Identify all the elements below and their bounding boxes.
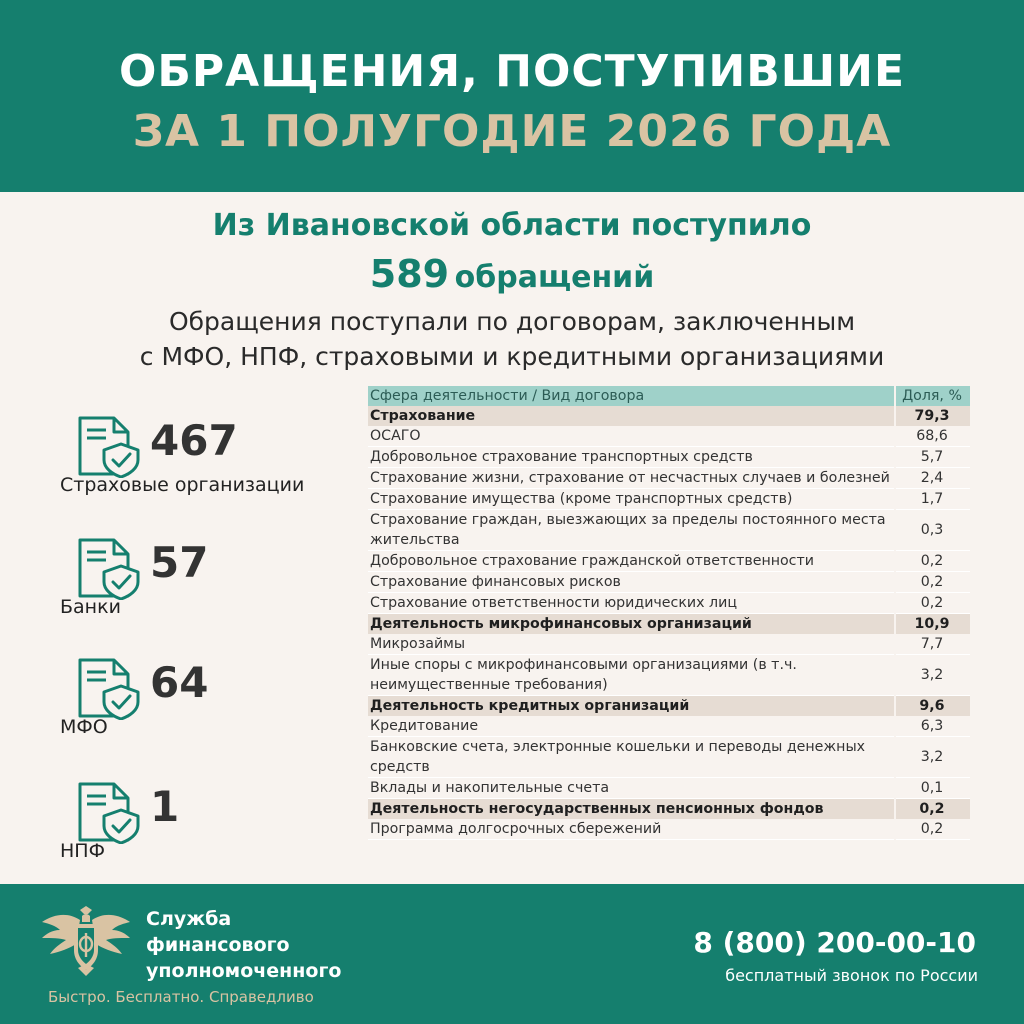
table-row: [368, 426, 970, 447]
document-shield-check-icon: [74, 780, 144, 844]
table-section-row: [368, 696, 970, 717]
header-title-line2: ЗА 1 ПОЛУГОДИЕ 2026 ГОДА: [132, 106, 892, 157]
eagle-emblem-icon: [40, 904, 132, 978]
row-share: 0,3: [895, 510, 970, 551]
column-header-name: Сфера деятельности / Вид договора: [368, 386, 895, 406]
row-share: 79,3: [895, 406, 970, 426]
table-section-row: [368, 406, 970, 426]
stat-value: 467: [150, 416, 238, 465]
row-name: Программа долгосрочных сбережений: [368, 819, 895, 840]
row-share: 0,1: [895, 778, 970, 799]
stat-label: МФО: [60, 716, 108, 738]
intro-heading: Из Ивановской области поступило: [212, 208, 812, 243]
row-name: ОСАГО: [368, 426, 895, 447]
stat-label: Страховые организации: [60, 474, 305, 496]
table-section-row: [368, 799, 970, 820]
total-count-label: обращений: [454, 260, 655, 295]
slogan: Быстро. Бесплатно. Справедливо: [48, 988, 314, 1006]
table-row: [368, 468, 970, 489]
stat-value: 57: [150, 538, 209, 587]
org-name-line1: Служба: [146, 908, 232, 930]
intro-total: [0, 252, 1024, 296]
stat-insurance: [58, 414, 348, 514]
row-name: Страхование ответственности юридических лиц: [368, 593, 895, 614]
hotline-phone[interactable]: 8 (800) 200-00-10: [693, 926, 976, 959]
column-header-share: Доля, %: [895, 386, 970, 406]
row-share: 0,2: [895, 819, 970, 840]
table-header-row: [368, 386, 970, 406]
stat-mfo: [58, 656, 348, 756]
stat-banks: [58, 536, 348, 636]
row-share: 6,3: [895, 716, 970, 737]
document-shield-check-icon: [74, 536, 144, 600]
row-share: 9,6: [895, 696, 970, 717]
row-name: Добровольное страхование транспортных средств: [368, 447, 895, 468]
organization-name: [146, 906, 341, 984]
row-share: 0,2: [895, 551, 970, 572]
document-shield-check-icon: [74, 414, 144, 478]
table-row: [368, 819, 970, 840]
row-name: Страхование имущества (кроме транспортных средств): [368, 489, 895, 510]
table-row: [368, 634, 970, 655]
row-name: Вклады и накопительные счета: [368, 778, 895, 799]
row-name: Страхование граждан, выезжающих за пределы постоянного места жительства: [368, 510, 895, 551]
header-banner: [0, 0, 1024, 192]
org-name-line3: уполномоченного: [146, 960, 342, 982]
row-share: 7,7: [895, 634, 970, 655]
row-share: 3,2: [895, 737, 970, 778]
table-row: [368, 447, 970, 468]
row-name: Банковские счета, электронные кошельки и переводы денежных средств: [368, 737, 895, 778]
stat-value: 64: [150, 658, 209, 707]
row-name: Страхование: [368, 406, 895, 426]
stat-npf: [58, 780, 348, 880]
total-count: 589: [369, 252, 450, 296]
row-share: 68,6: [895, 426, 970, 447]
row-name: Страхование жизни, страхование от несчастных случаев и болезней: [368, 468, 895, 489]
document-shield-check-icon: [74, 656, 144, 720]
row-name: Кредитование: [368, 716, 895, 737]
row-share: 5,7: [895, 447, 970, 468]
row-name: Добровольное страхование гражданской ответственности: [368, 551, 895, 572]
table-row: [368, 737, 970, 778]
share-table: [368, 386, 970, 840]
description-line1: Обращения поступали по договорам, заключенным: [168, 307, 856, 336]
row-name: Иные споры с микрофинансовыми организациями (в т.ч. неимущественные требования): [368, 655, 895, 696]
table-row: [368, 593, 970, 614]
intro-description: [40, 304, 984, 374]
row-share: 1,7: [895, 489, 970, 510]
table-row: [368, 551, 970, 572]
stat-label: Банки: [60, 596, 121, 618]
row-share: 3,2: [895, 655, 970, 696]
table-row: [368, 572, 970, 593]
row-share: 0,2: [895, 572, 970, 593]
header-title-line1: ОБРАЩЕНИЯ, ПОСТУПИВШИЕ: [118, 46, 906, 97]
row-name: Страхование финансовых рисков: [368, 572, 895, 593]
row-share: 2,4: [895, 468, 970, 489]
org-name-line2: финансового: [146, 934, 290, 956]
stat-value: 1: [150, 782, 180, 831]
table-section-row: [368, 614, 970, 635]
table-row: [368, 489, 970, 510]
row-name: Деятельность негосударственных пенсионных фондов: [368, 799, 895, 820]
row-name: Микрозаймы: [368, 634, 895, 655]
table-row: [368, 655, 970, 696]
description-line2: с МФО, НПФ, страховыми и кредитными организациями: [139, 342, 885, 371]
table-row: [368, 510, 970, 551]
footer: [0, 884, 1024, 1024]
row-share: 0,2: [895, 799, 970, 820]
row-name: Деятельность кредитных организаций: [368, 696, 895, 717]
row-share: 0,2: [895, 593, 970, 614]
row-share: 10,9: [895, 614, 970, 635]
table-row: [368, 716, 970, 737]
row-name: Деятельность микрофинансовых организаций: [368, 614, 895, 635]
stat-label: НПФ: [60, 840, 105, 862]
hotline-note: бесплатный звонок по России: [725, 966, 978, 985]
table-row: [368, 778, 970, 799]
